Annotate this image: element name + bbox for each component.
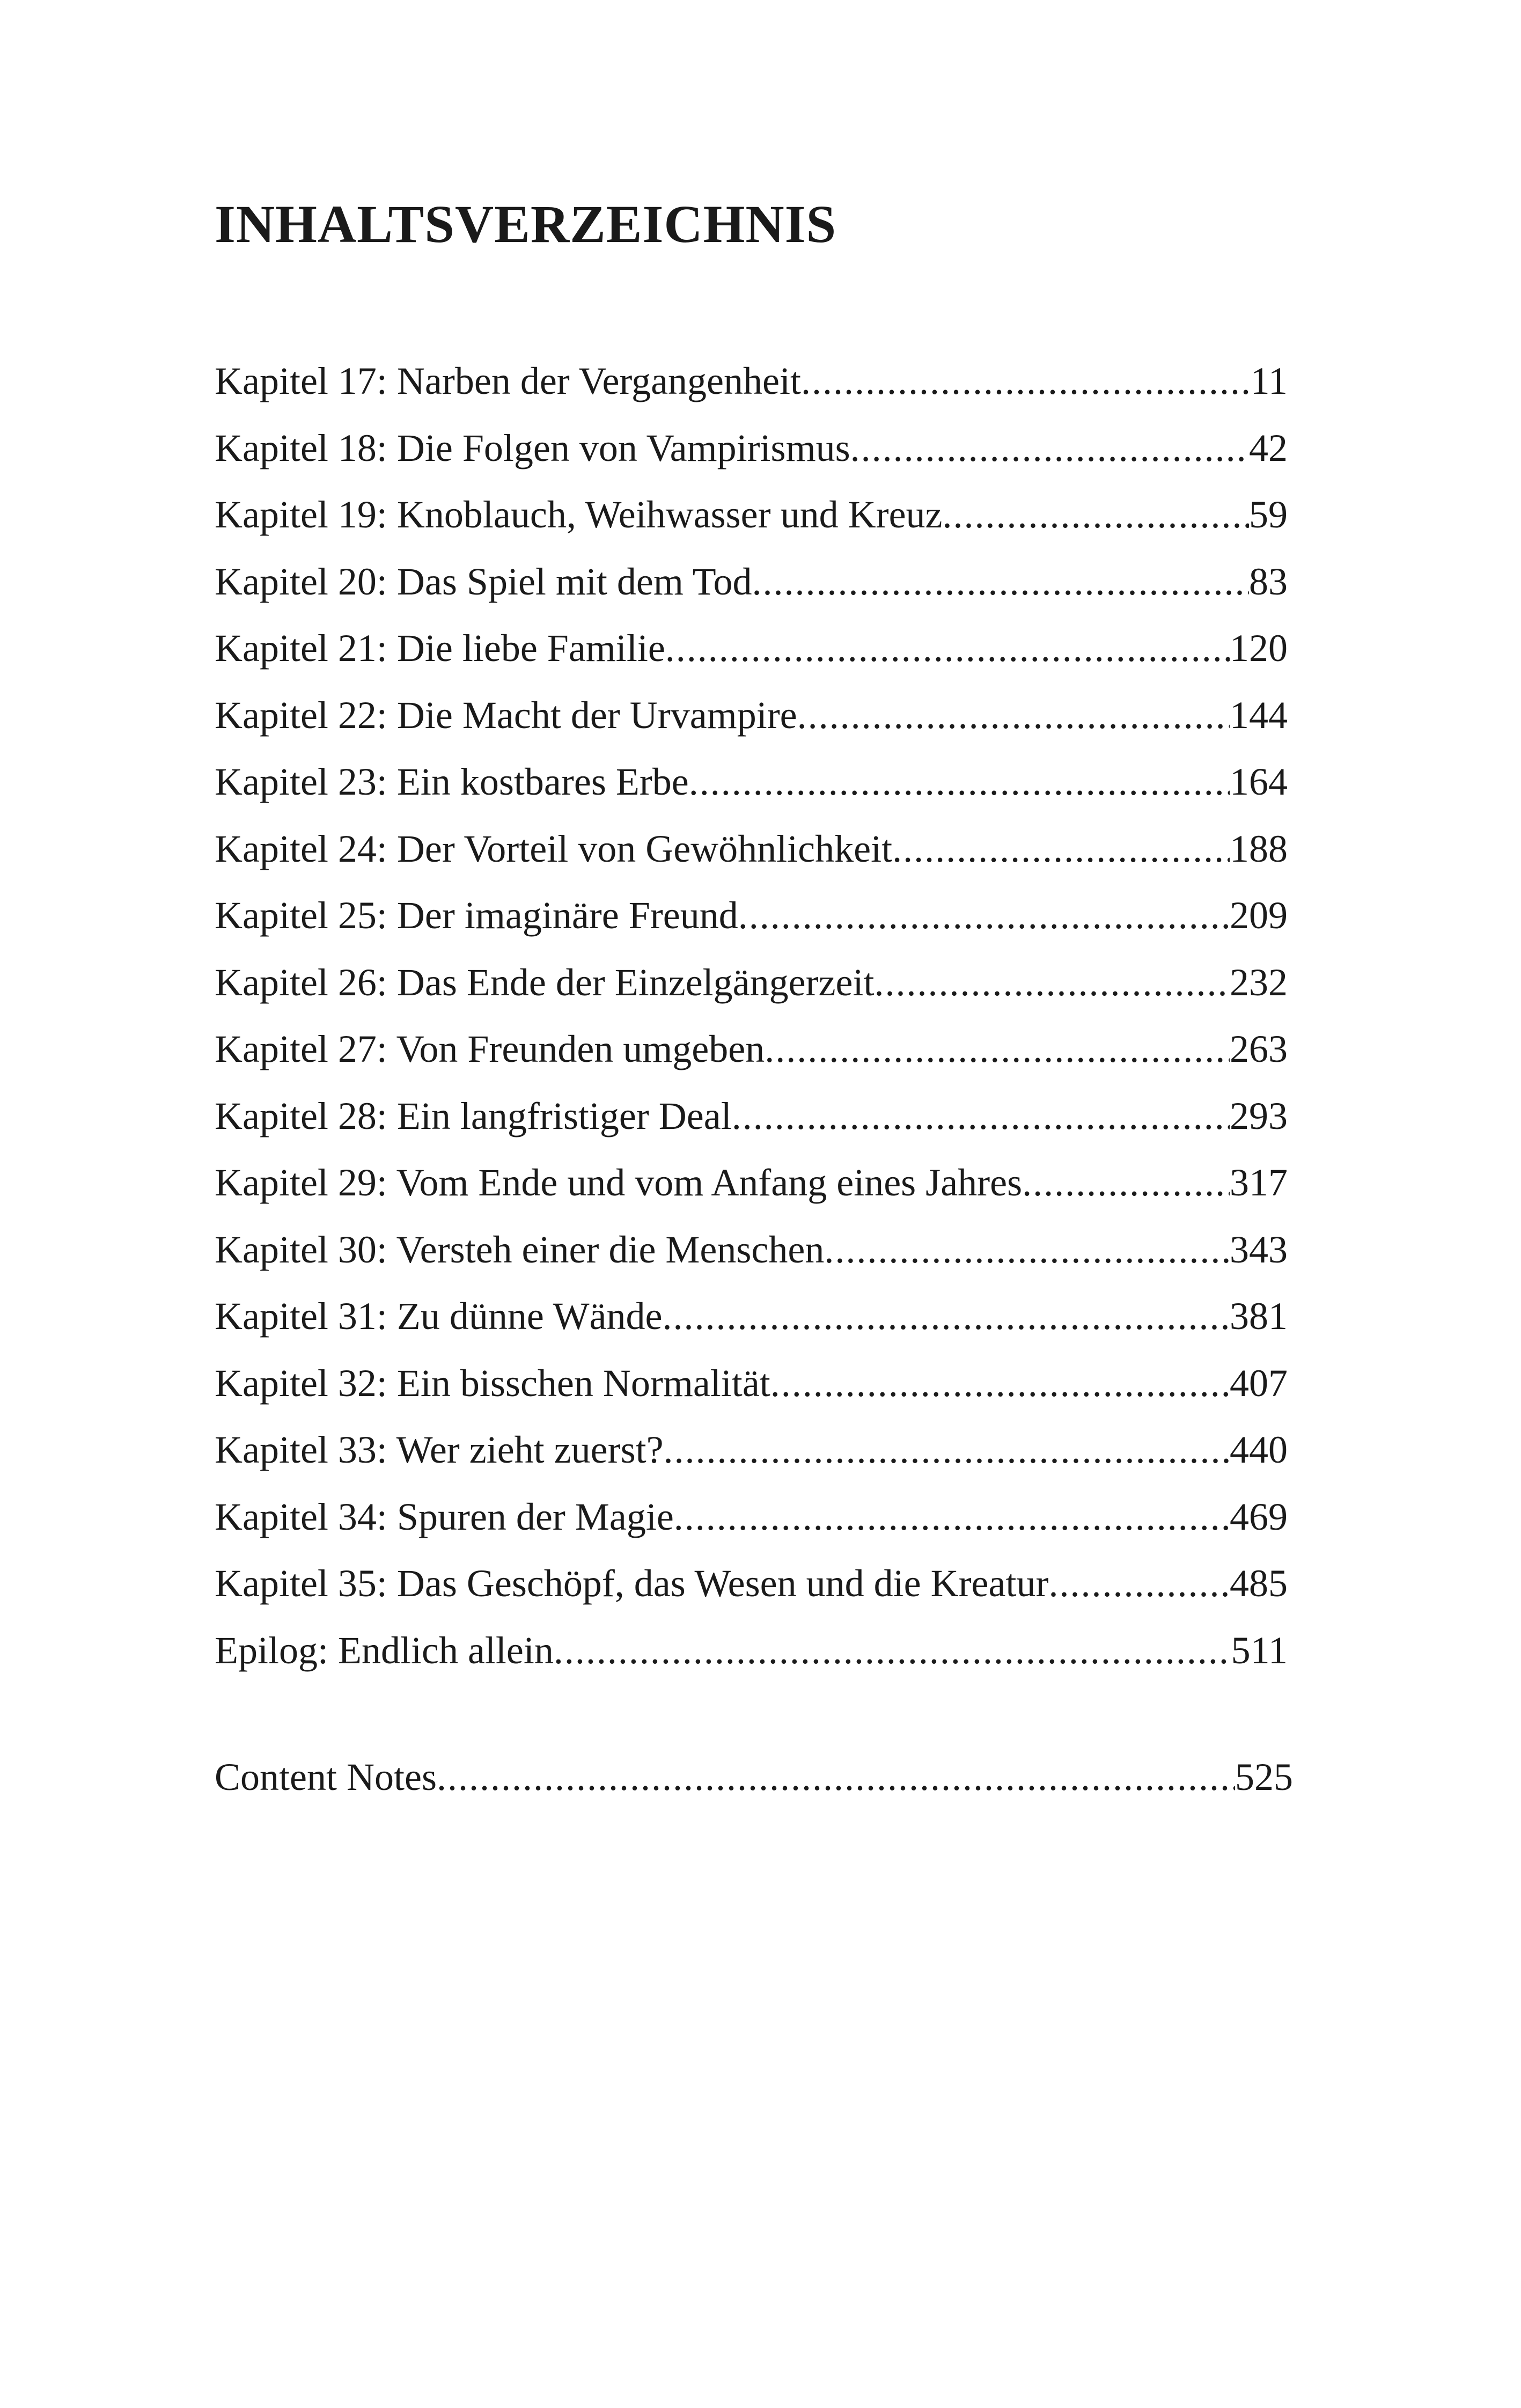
entry-page-number: 42 — [1249, 426, 1288, 469]
dot-leader — [732, 1083, 1230, 1150]
entry-title: Kapitel 28: Ein langfristiger Deal — [215, 1094, 732, 1137]
entry-page-number: 485 — [1230, 1562, 1288, 1605]
entry-page-number: 232 — [1230, 960, 1288, 1004]
entry-page-number: 381 — [1230, 1295, 1288, 1338]
dot-leader — [664, 1416, 1230, 1484]
entry-title: Kapitel 22: Die Macht der Urvampire — [215, 693, 797, 737]
entry-title: Kapitel 25: Der imaginäre Freund — [215, 894, 738, 937]
entry-page-number: 525 — [1235, 1756, 1293, 1798]
dot-leader — [874, 949, 1230, 1016]
entry-title: Kapitel 18: Die Folgen von Vampirismus — [215, 426, 850, 469]
chapter-list — [215, 348, 1288, 1684]
entry-title: Kapitel 19: Knoblauch, Weihwasser und Kreuz — [215, 493, 943, 536]
page-title: INHALTSVERZEICHNIS — [215, 194, 837, 254]
toc-entry[interactable] — [215, 1283, 1288, 1350]
toc-entry[interactable] — [215, 1550, 1288, 1617]
entry-title: Epilog: Endlich allein — [215, 1628, 554, 1672]
entry-title: Kapitel 29: Vom Ende und vom Anfang eines Jahres — [215, 1161, 1023, 1204]
dot-leader — [797, 682, 1230, 749]
toc-entry[interactable] — [215, 348, 1288, 415]
toc-entry[interactable] — [215, 1350, 1288, 1417]
entry-page-number: 164 — [1230, 760, 1288, 803]
entry-page-number: 11 — [1250, 359, 1288, 402]
entry-page-number: 469 — [1230, 1495, 1288, 1538]
entry-title: Kapitel 30: Versteh einer die Menschen — [215, 1228, 825, 1271]
entry-page-number: 209 — [1230, 894, 1288, 937]
entry-title: Kapitel 35: Das Geschöpf, das Wesen und die Kreatur — [215, 1562, 1049, 1605]
entry-page-number: 293 — [1230, 1094, 1288, 1137]
entry-page-number: 120 — [1230, 627, 1288, 670]
dot-leader — [943, 481, 1249, 548]
toc-entry[interactable] — [215, 1744, 1293, 1811]
toc-entry[interactable] — [215, 415, 1288, 482]
entry-title: Kapitel 32: Ein bisschen Normalität — [215, 1361, 770, 1405]
entry-title: Kapitel 26: Das Ende der Einzelgängerzeit — [215, 960, 875, 1004]
toc-entry[interactable] — [215, 1083, 1288, 1150]
dot-leader — [738, 882, 1230, 949]
entry-page-number: 440 — [1230, 1428, 1288, 1471]
dot-leader — [801, 348, 1251, 415]
entry-page-number: 407 — [1230, 1361, 1288, 1405]
toc-entry[interactable] — [215, 1484, 1288, 1551]
entry-title: Kapitel 20: Das Spiel mit dem Tod — [215, 560, 752, 603]
dot-leader — [662, 1283, 1230, 1350]
dot-leader — [824, 1216, 1230, 1283]
dot-leader — [1022, 1149, 1230, 1216]
entry-page-number: 188 — [1230, 827, 1288, 870]
dot-leader — [689, 748, 1230, 816]
toc-entry[interactable] — [215, 949, 1288, 1016]
toc-entry[interactable] — [215, 1016, 1288, 1083]
dot-leader — [1048, 1550, 1230, 1617]
dot-leader — [665, 615, 1230, 682]
entry-title: Kapitel 23: Ein kostbares Erbe — [215, 760, 689, 803]
toc-entry[interactable] — [215, 1216, 1288, 1283]
toc-entry[interactable] — [215, 682, 1288, 749]
dot-leader — [437, 1744, 1235, 1811]
dot-leader — [765, 1016, 1230, 1083]
dot-leader — [892, 816, 1230, 883]
toc-entry[interactable] — [215, 1149, 1288, 1216]
toc-entry[interactable] — [215, 748, 1288, 816]
toc-entry[interactable] — [215, 481, 1288, 548]
entry-title: Kapitel 33: Wer zieht zuerst? — [215, 1428, 664, 1471]
toc-entry[interactable] — [215, 615, 1288, 682]
entry-page-number: 511 — [1231, 1628, 1288, 1672]
entry-title: Content Notes — [215, 1756, 437, 1798]
dot-leader — [674, 1484, 1230, 1551]
entry-page-number: 263 — [1230, 1027, 1288, 1070]
entry-title: Kapitel 31: Zu dünne Wände — [215, 1295, 663, 1338]
toc-entry[interactable] — [215, 816, 1288, 883]
toc-entry[interactable] — [215, 548, 1288, 615]
dot-leader — [770, 1350, 1230, 1417]
entry-page-number: 144 — [1230, 693, 1288, 737]
entry-title: Kapitel 21: Die liebe Familie — [215, 627, 665, 670]
dot-leader — [554, 1617, 1231, 1684]
entry-title: Kapitel 17: Narben der Vergangenheit — [215, 359, 801, 402]
entry-page-number: 59 — [1249, 493, 1288, 536]
dot-leader — [850, 415, 1249, 482]
toc-entry[interactable] — [215, 882, 1288, 949]
appendix-list — [215, 1744, 1293, 1811]
entry-page-number: 343 — [1230, 1228, 1288, 1271]
dot-leader — [752, 548, 1249, 615]
entry-title: Kapitel 27: Von Freunden umgeben — [215, 1027, 765, 1070]
toc-entry[interactable] — [215, 1617, 1288, 1684]
entry-page-number: 317 — [1230, 1161, 1288, 1204]
entry-page-number: 83 — [1249, 560, 1288, 603]
entry-title: Kapitel 34: Spuren der Magie — [215, 1495, 674, 1538]
toc-entry[interactable] — [215, 1416, 1288, 1484]
entry-title: Kapitel 24: Der Vorteil von Gewöhnlichkeit — [215, 827, 893, 870]
